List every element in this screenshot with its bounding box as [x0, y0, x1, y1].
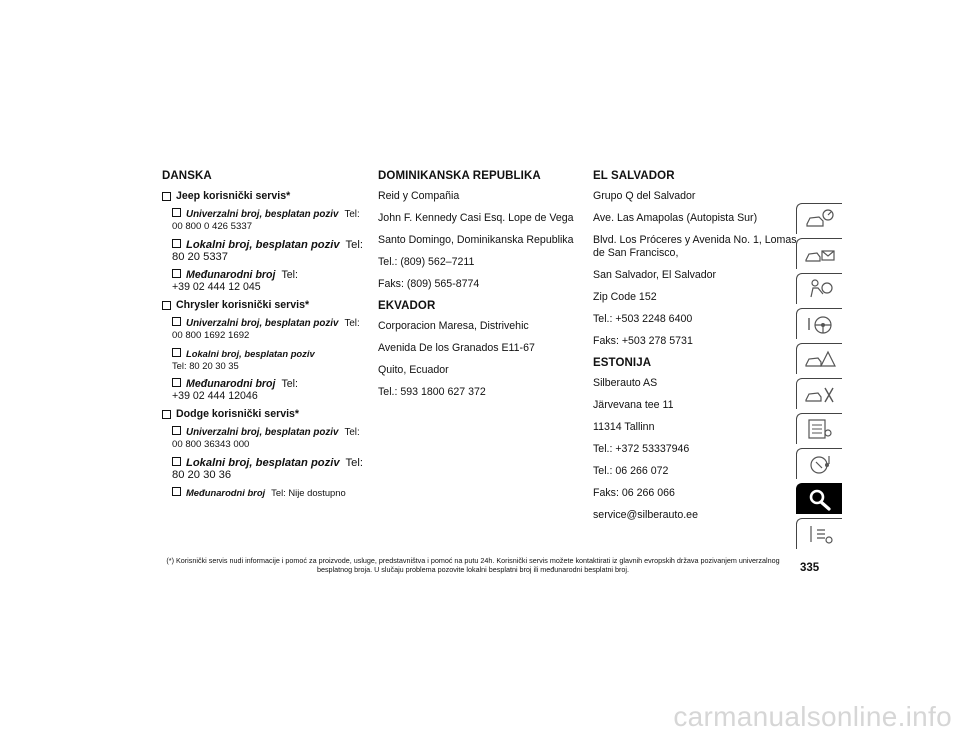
- list-item: [172, 487, 366, 499]
- car-tools-icon: [803, 382, 837, 406]
- phone-number: 00 800 36343 000: [172, 439, 250, 450]
- tel-label: Tel:: [345, 239, 363, 251]
- item-title: Međunarodni broj: [186, 378, 276, 390]
- fax-line: Faks: +503 278 5731: [593, 335, 693, 347]
- address-line: Ave. Las Amapolas (Autopista Sur): [593, 212, 758, 224]
- column-dominikanska-ekvador: [378, 170, 576, 408]
- list-item: [172, 269, 366, 293]
- phone-line: Tel.: +503 2248 6400: [593, 313, 693, 325]
- phone-line: Tel.: +372 53337946: [593, 443, 690, 455]
- steering-wheel-icon: [803, 312, 837, 336]
- tel-label: Tel:: [281, 269, 298, 281]
- phone-number: +39 02 444 12046: [172, 390, 258, 402]
- section-title-estonija: ESTONIJA: [593, 357, 652, 369]
- phone-line: Tel.: 06 266 072: [593, 465, 669, 477]
- group-label: Chrysler korisnički servis*: [176, 299, 310, 311]
- list-item: [172, 239, 366, 263]
- group-jeep: [162, 190, 366, 293]
- index-icon: [803, 522, 837, 546]
- tel-label: Tel:: [344, 318, 360, 329]
- section-title-el-salvador: EL SALVADOR: [593, 170, 675, 182]
- list-item: [172, 317, 366, 342]
- list-item: [172, 457, 366, 481]
- fax-line: Faks: 06 266 066: [593, 487, 675, 499]
- checkbox-icon: [172, 239, 181, 248]
- chapter-tabs: [796, 203, 842, 553]
- column-danska: [162, 170, 366, 505]
- chapter-tab-customer-assistance[interactable]: [796, 483, 842, 514]
- checkbox-icon: [172, 348, 181, 357]
- navigation-music-icon: [803, 452, 837, 476]
- chapter-tab-emergency[interactable]: [796, 343, 842, 374]
- chapter-tab-technical[interactable]: [796, 413, 842, 444]
- item-title: Univerzalni broj, besplatan poziv: [186, 209, 339, 220]
- checkbox-icon: [162, 301, 171, 310]
- footnote: (*) Korisnički servis nudi informacije i pomoć za proizvode, usluge, predstavništva i pomoć na putu 24h. Korisnički servis možete kontaktirati iz glavnih evropskih država pozivanjem univerzalnog besplatnog broja. U slučaju problema pozovite lokalni besplatni broj ili međunarodni besplatni broj.: [166, 556, 780, 574]
- list-item: [172, 426, 366, 451]
- chapter-tab-dashboard[interactable]: [796, 203, 842, 234]
- car-airbag-icon: [803, 277, 837, 301]
- watermark: carmanualsonline.info: [673, 701, 952, 732]
- section-title-dominikanska: DOMINIKANSKA REPUBLIKA: [378, 170, 541, 182]
- tel-label: Tel:: [344, 209, 360, 220]
- address-line: Järvevana tee 11: [593, 399, 674, 411]
- checkbox-icon: [162, 410, 171, 419]
- section-title-ekvador: EKVADOR: [378, 300, 436, 312]
- address-line: Grupo Q del Salvador: [593, 190, 696, 202]
- fax-line: Faks: (809) 565-8774: [378, 278, 480, 290]
- address-line: San Salvador, El Salvador: [593, 269, 717, 281]
- car-gauge-icon: [803, 207, 837, 231]
- column-elsalvador-estonija: [593, 170, 799, 531]
- address-line: Reid y Compañia: [378, 190, 460, 202]
- group-chrysler: [162, 299, 366, 402]
- checkbox-icon: [172, 208, 181, 217]
- group-label: Dodge korisnički servis*: [176, 408, 300, 420]
- checkbox-icon: [172, 487, 181, 496]
- checklist-icon: [803, 417, 837, 441]
- checkbox-icon: [172, 378, 181, 387]
- list-item: [172, 378, 366, 402]
- chapter-tab-driving[interactable]: [796, 308, 842, 339]
- address-line: Blvd. Los Próceres y Avenida No. 1, Lomas de San Francisco,: [593, 234, 797, 259]
- phone-number: Tel: 80 20 30 35: [172, 360, 239, 371]
- tel-label: Tel:: [345, 457, 363, 469]
- chapter-tab-safety[interactable]: [796, 273, 842, 304]
- car-mail-icon: [803, 242, 837, 266]
- phone-number: 80 20 30 36: [172, 469, 232, 481]
- list-item: [172, 208, 366, 233]
- item-title: Međunarodni broj: [186, 269, 276, 281]
- address-line: Silberauto AS: [593, 377, 658, 389]
- list-item: [172, 348, 366, 372]
- phone-number: 00 800 1692 1692: [172, 330, 250, 341]
- group-dodge: [162, 408, 366, 499]
- tel-label: Tel: Nije dostupno: [271, 487, 346, 498]
- zip-line: Zip Code 152: [593, 291, 657, 303]
- magnifier-icon: [803, 487, 837, 511]
- item-title: Međunarodni broj: [186, 487, 266, 498]
- tel-label: Tel:: [344, 427, 360, 438]
- section-title-danska: DANSKA: [162, 170, 212, 182]
- checkbox-icon: [172, 426, 181, 435]
- checkbox-icon: [162, 192, 171, 201]
- checkbox-icon: [172, 269, 181, 278]
- address-line: 11314 Tallinn: [593, 421, 655, 433]
- item-title: Univerzalni broj, besplatan poziv: [186, 427, 339, 438]
- item-title: Univerzalni broj, besplatan poziv: [186, 318, 339, 329]
- item-title: Lokalni broj, besplatan poziv: [186, 239, 340, 251]
- item-title: Lokalni broj, besplatan poziv: [186, 348, 315, 359]
- phone-line: Tel.: (809) 562–7211: [378, 256, 475, 268]
- address-line: Santo Domingo, Dominikanska Republika: [378, 234, 574, 246]
- address-line: John F. Kennedy Casi Esq. Lope de Vega: [378, 212, 574, 224]
- phone-number: 00 800 0 426 5337: [172, 221, 253, 232]
- address-line: Avenida De los Granados E11-67: [378, 342, 535, 354]
- chapter-tab-messages[interactable]: [796, 238, 842, 269]
- group-label: Jeep korisnički servis*: [176, 190, 291, 202]
- phone-line: Tel.: 593 1800 627 372: [378, 386, 486, 398]
- chapter-tab-index[interactable]: [796, 518, 842, 549]
- chapter-tab-service[interactable]: [796, 378, 842, 409]
- address-line: Quito, Ecuador: [378, 364, 449, 376]
- tel-label: Tel:: [281, 378, 298, 390]
- phone-number: 80 20 5337: [172, 251, 228, 263]
- page-number: 335: [800, 562, 820, 574]
- chapter-tab-multimedia[interactable]: [796, 448, 842, 479]
- address-line: Corporacion Maresa, Distrivehic: [378, 320, 529, 332]
- car-warning-icon: [803, 347, 837, 371]
- checkbox-icon: [172, 317, 181, 326]
- checkbox-icon: [172, 457, 181, 466]
- phone-number: +39 02 444 12 045: [172, 281, 261, 293]
- email-line: service@silberauto.ee: [593, 509, 698, 521]
- item-title: Lokalni broj, besplatan poziv: [186, 457, 340, 469]
